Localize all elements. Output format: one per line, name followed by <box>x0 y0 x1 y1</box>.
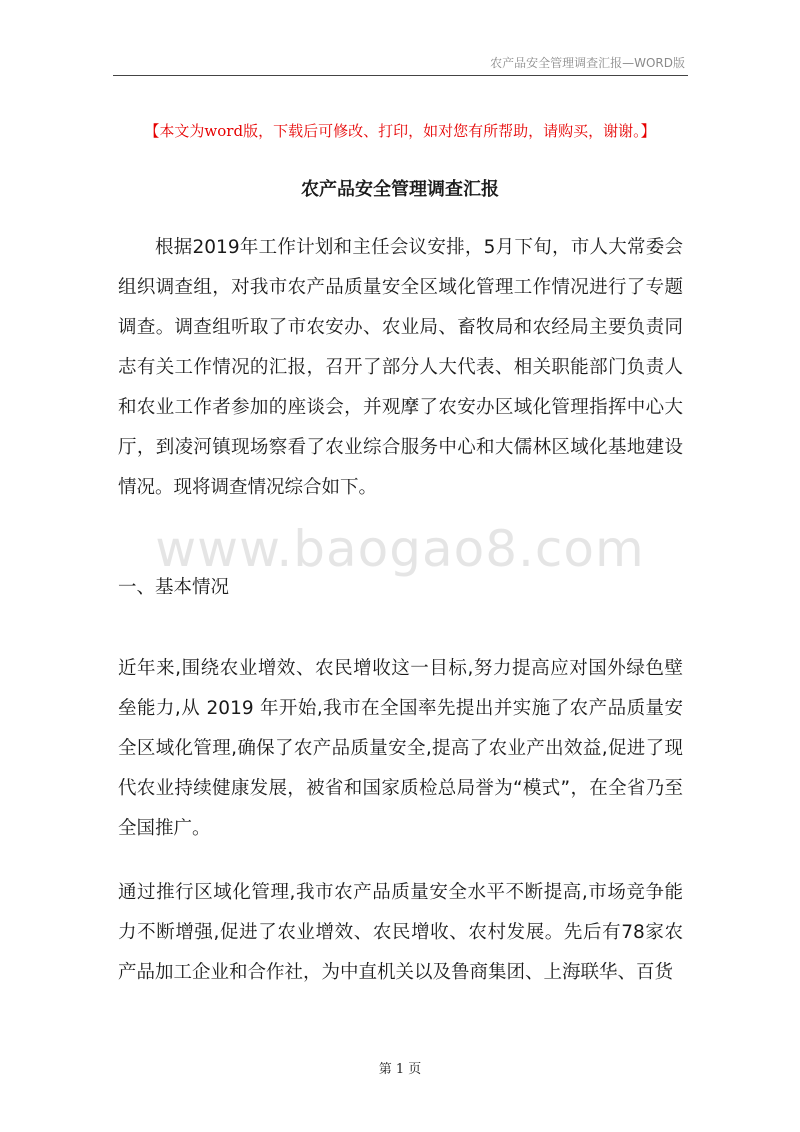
paragraph-intro: 根据2019年工作计划和主任会议安排，5月下旬，市人大常委会组织调查组，对我市农产品质量安全区域化管理工作情况进行了专题调查。调查组听取了市农安办、农业局、畜牧局和农经局主要负责同志有关工作情况的汇报，召开了部分人大代表、相关职能部门负责人和农业工作者参加的座谈会，并观摩了农安办区域化管理指挥中心大厅，到凌河镇现场察看了农业综合服务中心和大儒林区域化基地建设情况。现将调查情况综合如下。 <box>118 237 683 498</box>
paragraph-background: 近年来,围绕农业增效、农民增收这一目标,努力提高应对国外绿色壁垒能力,从 2019 年开始,我市在全国率先提出并实施了农产品质量安全区域化管理,确保了农产品质量安全,提高了农业产出效益,促进了现代农业持续健康发展，被省和国家质检总局誉为“模式”，在全省乃至全国推广。 <box>118 658 683 839</box>
section-heading-basic-situation: 一、基本情况 <box>118 577 230 598</box>
purchase-notice: 【本文为word版，下载后可修改、打印，如对您有所帮助，请购买，谢谢。】 <box>144 122 656 140</box>
header-divider <box>113 75 688 76</box>
paragraph-results: 通过推行区域化管理,我市农产品质量安全水平不断提高,市场竞争能力不断增强,促进了农业增效、农民增收、农村发展。先后有78家农产品加工企业和合作社，为中直机关以及鲁商集团、上海联华、百货 <box>118 882 683 983</box>
watermark: www.baogao8.com <box>155 520 645 578</box>
running-header: 农产品安全管理调查汇报—WORD版 <box>490 56 685 70</box>
page-number: 第 1 页 <box>378 1062 422 1077</box>
document-title: 农产品安全管理调查汇报 <box>301 179 499 200</box>
